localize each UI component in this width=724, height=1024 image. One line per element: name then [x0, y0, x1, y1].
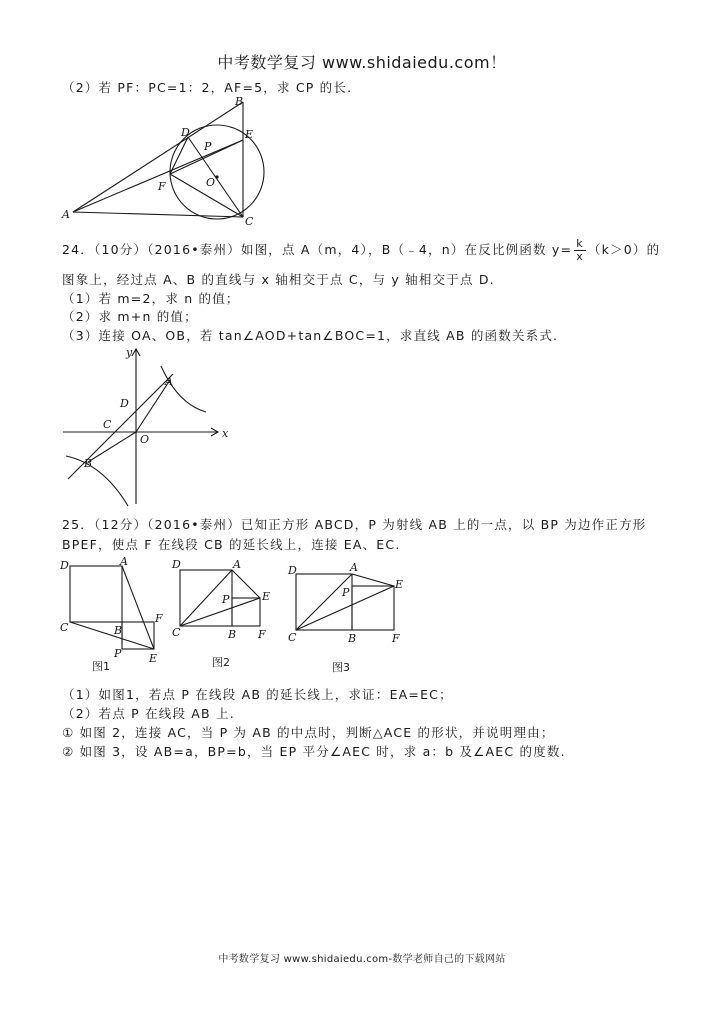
square-bpef: [352, 586, 394, 630]
q25-intro-line1: 25．（12分）（2016•泰州）已知正方形 ABCD，P 为射线 AB 上的一点，以 BP 为边作正方形: [62, 517, 647, 532]
label-f: F: [158, 180, 166, 193]
segment-ob: [88, 432, 136, 462]
label-d: D: [181, 126, 190, 139]
label-b: B: [235, 95, 244, 108]
label-d: D: [120, 397, 129, 410]
label-b: B: [114, 624, 123, 637]
q24-part2: （2）求 m+n 的值；: [62, 309, 198, 324]
label-x: x: [222, 427, 229, 440]
q25-part1: （1）如图1，若点 P 在线段 AB 的延长线上，求证：EA=EC；: [62, 687, 453, 702]
label-d: D: [60, 559, 69, 572]
q25-sub2: ② 如图 3，设 AB=a，BP=b，当 EP 平分∠AEC 时，求 a：b 及∠AEC 的度数.: [62, 744, 566, 759]
segment-ac: [296, 574, 352, 630]
line-ac: [73, 212, 243, 217]
q24-intro-line2: 图象上，经过点 A、B 的直线与 x 轴相交于点 C，与 y 轴相交于点 D.: [62, 272, 495, 287]
segment-ae: [352, 574, 394, 586]
label-a: A: [62, 208, 70, 221]
label-o: O: [206, 176, 216, 189]
figure-q25-2: [170, 556, 280, 674]
label-f: F: [258, 628, 266, 641]
center-dot: [215, 175, 218, 178]
caption-figure-1: 图1: [92, 660, 110, 673]
segment-ae: [232, 570, 260, 598]
fraction-denominator: x: [576, 250, 584, 263]
hyperbola-branch-right: [161, 366, 206, 412]
label-c: C: [60, 621, 69, 634]
segment-ae: [122, 566, 154, 649]
figure-q25-3: [284, 556, 409, 674]
label-p: P: [204, 140, 212, 153]
label-a: A: [165, 375, 173, 388]
caption-figure-3: 图3: [332, 661, 350, 674]
label-b: B: [228, 628, 237, 641]
q25-sub1: ① 如图 2，连接 AC，当 P 为 AB 的中点时，判断△ACE 的形状，并说明理由；: [62, 725, 555, 740]
label-c: C: [245, 215, 254, 227]
label-y: y: [126, 346, 133, 359]
square-bpef: [232, 598, 260, 626]
hyperbola-branch-left: [66, 456, 128, 506]
page-header: 中考数学复习 www.shidaiedu.com！: [217, 53, 507, 72]
page-footer: 中考数学复习 www.shidaiedu.com-数学老师自己的下载网站: [218, 954, 506, 965]
label-c: C: [103, 418, 112, 431]
line-ab: [73, 102, 243, 212]
label-p: P: [222, 593, 230, 606]
square-abcd: [70, 566, 122, 622]
q24-part3: （3）连接 OA、OB，若 tan∠AOD+tan∠BOC=1，求直线 AB 的函数关系式.: [62, 328, 559, 343]
q25-part2: （2）若点 P 在线段 AB 上.: [62, 706, 235, 721]
label-a: A: [120, 556, 128, 568]
figure-q25-1: [58, 556, 168, 674]
figure-q24: [58, 344, 238, 509]
caption-figure-2: 图2: [212, 656, 230, 669]
q24-intro-a: 24．（10分）（2016•泰州）如图，点 A（m，4），B（﹣4，n）在反比例函数 y=: [62, 242, 573, 257]
label-p: P: [342, 586, 350, 599]
fraction-k-over-x: [574, 238, 586, 263]
figure-q23: [55, 92, 280, 227]
label-d: D: [172, 558, 181, 571]
label-d: D: [288, 564, 297, 577]
label-f: F: [392, 632, 400, 645]
q24-intro-b: （k＞0）的: [587, 242, 661, 257]
label-b: B: [84, 457, 93, 470]
fraction-numerator: k: [574, 238, 586, 251]
label-e: E: [245, 128, 254, 141]
label-e: E: [395, 578, 404, 591]
label-e: E: [149, 652, 158, 665]
label-e: E: [262, 590, 271, 603]
q25-intro-line2: BPEF，使点 F 在线段 CB 的延长线上，连接 EA、EC.: [62, 537, 401, 552]
q24-part1: （1）若 m=2，求 n 的值；: [62, 291, 240, 306]
label-a: A: [233, 558, 241, 571]
label-f: F: [155, 612, 163, 625]
label-a: A: [350, 561, 358, 574]
segment-ce: [180, 598, 260, 626]
label-c: C: [288, 631, 297, 644]
q23-part2: （2）若 PF：PC=1：2，AF=5，求 CP 的长.: [62, 80, 353, 95]
segment-ce: [70, 622, 154, 649]
label-p: P: [114, 647, 122, 660]
q24-intro-line1: [62, 238, 660, 263]
label-o: O: [140, 433, 150, 446]
label-b: B: [348, 632, 357, 645]
label-c: C: [172, 626, 181, 639]
